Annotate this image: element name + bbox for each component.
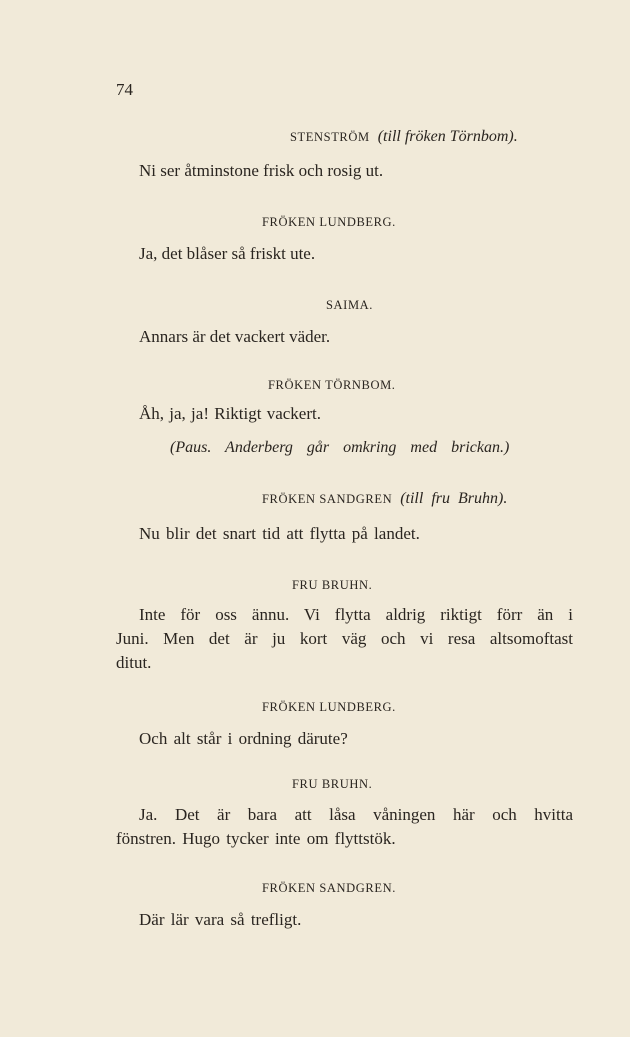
stage-direction: (Paus. Anderberg går omkring med brickan.) <box>170 439 510 456</box>
speaker-name: FRU BRUHN. <box>292 777 373 791</box>
dialogue-line: Där lär vara så trefligt. <box>139 910 302 929</box>
page-number: 74 <box>116 80 133 99</box>
dialogue-line: Ni ser åtminstone frisk och rosig ut. <box>139 161 384 180</box>
stage-direction: (till fröken Törnbom). <box>377 128 518 145</box>
speaker-name: FRÖKEN TÖRNBOM. <box>268 378 396 392</box>
speaker-name: FRÖKEN SANDGREN <box>262 492 393 506</box>
dialogue-line: Ja, det blåser så friskt ute. <box>139 244 316 263</box>
speaker-name: FRU BRUHN. <box>292 578 373 592</box>
paragraph-line: ditut. <box>116 653 152 672</box>
speaker-heading <box>262 490 507 508</box>
stage-direction: (till fru Bruhn). <box>400 490 508 507</box>
dialogue-paragraph <box>116 627 573 675</box>
speaker-name: FRÖKEN LUNDBERG. <box>262 700 396 714</box>
dialogue-line: Åh, ja, ja! Riktigt vackert. <box>139 404 321 423</box>
dialogue-line: Och alt står i ordning därute? <box>139 729 348 748</box>
paragraph-line: Juni. Men det är ju kort väg och vi resa altsomoftast <box>116 629 573 648</box>
dialogue-line: Annars är det vackert väder. <box>139 327 331 346</box>
paragraph-line: Inte för oss ännu. Vi flytta aldrig riktigt förr än i <box>139 605 573 624</box>
speaker-name: FRÖKEN SANDGREN. <box>262 881 396 895</box>
paragraph-line: Ja. Det är bara att låsa våningen här och hvitta <box>139 805 573 824</box>
speaker-heading <box>290 128 518 146</box>
speaker-name: FRÖKEN LUNDBERG. <box>262 215 396 229</box>
dialogue-paragraph <box>139 603 573 627</box>
dialogue-paragraph <box>139 803 573 827</box>
paragraph-line: fönstren. Hugo tycker inte om flyttstök. <box>116 829 396 848</box>
speaker-name: STENSTRÖM <box>290 130 370 144</box>
dialogue-line: Nu blir det snart tid att flytta på landet. <box>139 524 420 543</box>
speaker-name: SAIMA. <box>326 298 374 312</box>
dialogue-paragraph <box>116 827 573 851</box>
